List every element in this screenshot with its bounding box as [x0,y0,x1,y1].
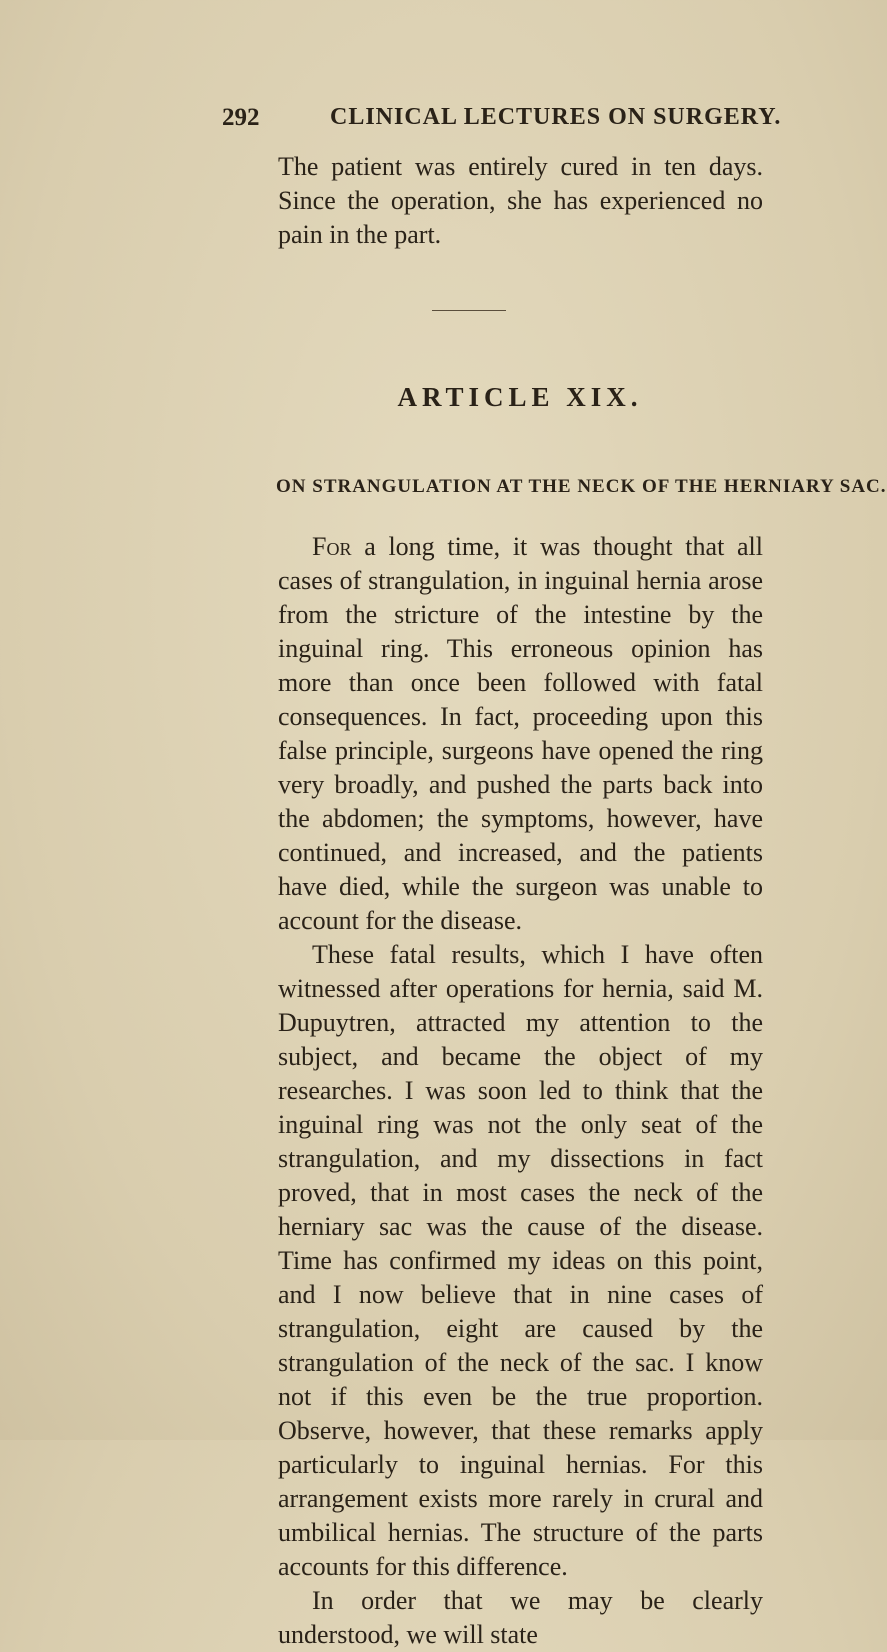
paragraph [278,938,763,1584]
paragraph-text: These fatal results, which I have often witnessed after operations for hernia, said M. Dupuytren, attracted my attention to the subject, and became the object of my researches. I was soon led to think that the inguinal ring was not the only seat of the strangulation, and my dissections in fact proved, that in most cases the neck of the herniary sac was the cause of the disease. Time has confirmed my ideas on this point, and I now believe that in nine cases of strangulation, eight are caused by the strangulation of the neck of the sac. I know not if this even be the true proportion. Observe, however, that these remarks apply particularly to inguinal hernias. For this arrangement exists more rarely in crural and umbilical hernias. The structure of the parts accounts for this difference. [278,940,763,1581]
paragraph-lead-word: For [312,532,352,561]
article-heading: ARTICLE XIX. [397,382,643,412]
opening-paragraph: The patient was entirely cured in ten days. Since the operation, she has experienced no pain in the part. [278,152,763,249]
body-text [278,530,763,1652]
paragraph-text: a long time, it was thought that all cases of strangulation, in inguinal hernia arose from the stricture of the intestine by the inguinal ring. This erroneous opinion has more than once been followed with fatal consequences. In fact, proceeding upon this false principle, surgeons have opened the ring very broadly, and pushed the parts back into the abdomen; the symptoms, however, have continued, and increased, and the patients have died, while the surgeon was unable to account for the disease. [278,532,763,935]
running-head [0,100,800,140]
section-heading: ON STRANGULATION AT THE NECK OF THE HERNIARY SAC. [276,476,887,497]
paragraph [278,530,763,938]
paragraph-text: In order that we may be clearly understood, we will state [278,1586,763,1649]
page-number: 292 [222,104,260,131]
paragraph [278,1584,763,1652]
section-divider [432,310,506,311]
running-title: CLINICAL LECTURES ON SURGERY. [330,104,782,130]
